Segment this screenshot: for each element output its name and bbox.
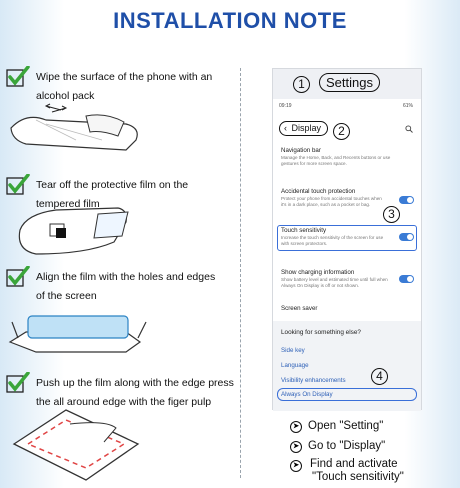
page-title: INSTALLATION NOTE (113, 8, 347, 33)
accidental-touch-toggle[interactable] (399, 196, 414, 204)
divider (240, 68, 241, 478)
status-time: 09:19 (279, 103, 292, 109)
arrow-circle-icon: ➤ (290, 460, 302, 472)
wipe-phone-illustration (6, 100, 156, 160)
charging-info-title[interactable]: Show charging information (281, 269, 355, 276)
charging-info-sub: Show battery level and estimated time until full when Always On Display is off or not shown. (281, 277, 388, 288)
instruction-4: "Touch sensitivity" (312, 471, 404, 483)
arrow-circle-icon: ➤ (290, 441, 302, 453)
checkmark-icon (6, 66, 30, 88)
checkmark-icon (6, 174, 30, 196)
charging-info-toggle[interactable] (399, 275, 414, 283)
settings-label: Settings (319, 73, 380, 92)
step-1-line-1: Wipe the surface of the phone with an (36, 71, 213, 83)
badge-4: 4 (371, 367, 388, 385)
badge-3: 3 (383, 205, 400, 223)
instruction-2: Go to "Display" (308, 440, 386, 452)
step-2-line-1: Tear off the protective film on the (36, 179, 189, 191)
display-header-label: Display (291, 123, 322, 133)
instruction-3: Find and activate (310, 458, 398, 470)
step-4-line-2: the all around edge with the figer pulp (36, 396, 212, 408)
display-header-button[interactable] (279, 121, 328, 136)
badge-1: 1 (293, 75, 310, 93)
press-edge-illustration (6, 404, 156, 484)
link-visibility-enhancements[interactable]: Visibility enhancements (281, 377, 346, 384)
checkmark-icon (6, 372, 30, 394)
step-3-line-2: of the screen (36, 290, 97, 302)
step-3-line-1: Align the film with the holes and edges (36, 271, 216, 283)
search-icon[interactable] (405, 125, 413, 133)
step-4-line-1: Push up the film along with the edge press (36, 377, 234, 389)
suggestions-section (273, 321, 421, 411)
back-arrow-icon[interactable]: ‹ (284, 123, 287, 133)
phone-screen (273, 99, 421, 411)
link-language[interactable]: Language (281, 362, 309, 369)
nav-bar-sub: Manage the Home, Back, and Recents buttons or use gestures for more screen space. (281, 155, 391, 166)
link-always-on-display[interactable]: Always On Display (281, 391, 333, 398)
accidental-touch-sub: Protect your phone from accidental touches when it's in a dark place, such as a pocket or bag. (281, 196, 382, 207)
instruction-1: Open "Setting" (308, 420, 384, 432)
badge-2: 2 (333, 122, 350, 140)
nav-bar-title[interactable]: Navigation bar (281, 147, 321, 154)
step-2-line-2: tempered film (36, 198, 100, 210)
touch-sensitivity-toggle[interactable] (399, 233, 414, 241)
link-side-key[interactable]: Side key (281, 347, 305, 354)
phone-settings-panel (272, 68, 422, 410)
screen-saver-title[interactable]: Screen saver (281, 305, 318, 312)
touch-sensitivity-sub: Increase the touch sensitivity of the screen for use with screen protectors. (281, 235, 384, 246)
align-film-illustration (6, 302, 156, 360)
status-battery: 61% (402, 103, 413, 109)
touch-sensitivity-title[interactable]: Touch sensitivity (281, 227, 327, 234)
accidental-touch-title[interactable]: Accidental touch protection (281, 188, 356, 195)
suggestions-heading: Looking for something else? (281, 329, 361, 336)
step-1-line-2: alcohol pack (36, 90, 95, 102)
checkmark-icon (6, 266, 30, 288)
arrow-circle-icon: ➤ (290, 421, 302, 433)
peel-film-illustration (6, 200, 156, 260)
